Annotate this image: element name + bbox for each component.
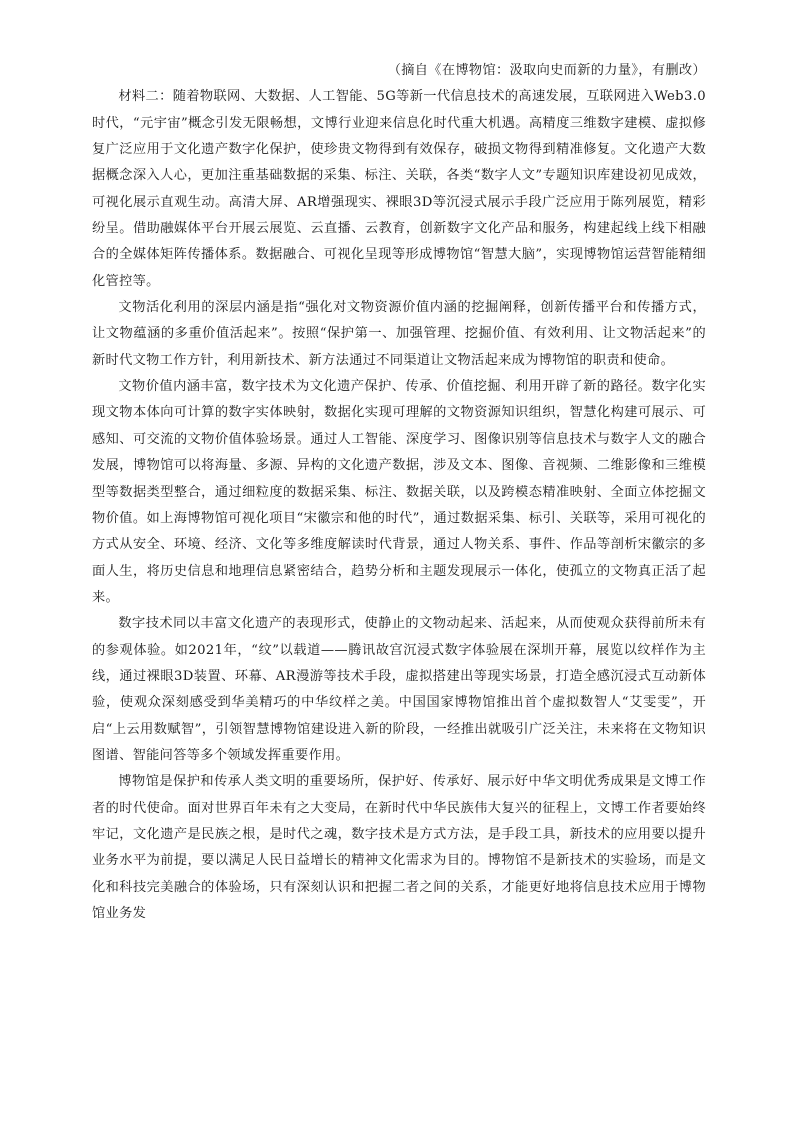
paragraph-cultural-relic-activation: 文物活化利用的深层内涵是指“强化对文物资源价值内涵的挖掘阐释，创新传播平台和传播方式，让文物蕴涵的多重价值活起来”。按照“保护第一、加强管理、挖掘价值、有效利用、让文物活起来”的新时代文物工作方针，利用新技术、新方法通过不同渠道让文物活起来成为博物馆的职责和使命。 (92, 300, 706, 368)
paragraph-material-two: 材料二：随着物联网、大数据、人工智能、5G等新一代信息技术的高速发展，互联网进入Web3.0时代，“元宇宙”概念引发无限畅想，文博行业迎来信息化时代重大机遇。高精度三维数字建模、虚拟修复广泛应用于文化遗产数字化保护，使珍贵文物得到有效保存，破损文物得到精准修复。文化遗产大数据概念深入人心，更加注重基础数据的采集、标注、关联，各类“数字人文”专题知识库建设初见成效，可视化展示直观生动。高清大屏、AR增强现实、裸眼3D等沉浸式展示手段广泛应用于陈列展览，精彩纷呈。借助融媒体平台开展云展览、云直播、云教育，创新数字文化产品和服务，构建起线上线下相融合的全媒体矩阵传播体系。数据融合、可视化呈现等形成博物馆“智慧大脑”，实现博物馆运营智能精细化管控等。 (92, 89, 706, 289)
paragraph-museum-mission: 博物馆是保护和传承人类文明的重要场所，保护好、传承好、展示好中华文明优秀成果是文博工作者的时代使命。面对世界百年未有之大变局，在新时代中华民族伟大复兴的征程上，文博工作者要始终牢记，文化遗产是民族之根，是时代之魂，数字技术是方式方法，是手段工具，新技术的应用要以提升业务水平为前提，要以满足人民日益增长的精神文化需求为目的。博物馆不是新技术的实验场，而是文化和科技完美融合的体验场，只有深刻认识和把握二者之间的关系，才能更好地将信息技术应用于博物馆业务发 (92, 774, 706, 921)
document-page (92, 58, 706, 927)
source-citation: （摘自《在博物馆：汲取向史而新的力量》，有删改） (387, 63, 706, 78)
paragraph-digital-experience: 数字技术同以丰富文化遗产的表现形式，使静止的文物动起来、活起来，从而使观众获得前所未有的参观体验。如2021年，“纹”以载道——腾讯故宫沉浸式数字体验展在深圳开幕，展览以纹样作为主线，通过裸眼3D装置、环幕、AR漫游等技术手段，虚拟搭建出等现实场景，打造全感沉浸式互动新体验，使观众深刻感受到华美精巧的中华纹样之美。中国国家博物馆推出首个虚拟数智人“艾雯雯”，开启“上云用数赋智”，引领智慧博物馆建设进入新的阶段，一经推出就吸引广泛关注，未来将在文物知识图谱、智能问答等多个领域发挥重要作用。 (92, 616, 706, 763)
paragraph-digital-value: 文物价值内涵丰富，数字技术为文化遗产保护、传承、价值挖掘、利用开辟了新的路径。数字化实现文物本体向可计算的数字实体映射，数据化实现可理解的文物资源知识组织，智慧化构建可展示、可感知、可交流的文物价值体验场景。通过人工智能、深度学习、图像识别等信息技术与数字人文的融合发展，博物馆可以将海量、多源、异构的文化遗产数据，涉及文本、图像、音视频、二维影像和三维模型等数据类型整合，通过细粒度的数据采集、标注、数据关联，以及跨模态精准映射、全面立体挖掘文物价值。如上海博物馆可视化项目“宋徽宗和他的时代”，通过数据采集、标引、关联等，采用可视化的方式从安全、环境、经济、文化等多维度解读时代背景，通过人物关系、事件、作品等剖析宋徽宗的多面人生，将历史信息和地理信息紧密结合，趋势分析和主题发现展示一体化，使孤立的文物真正活了起来。 (92, 379, 706, 605)
